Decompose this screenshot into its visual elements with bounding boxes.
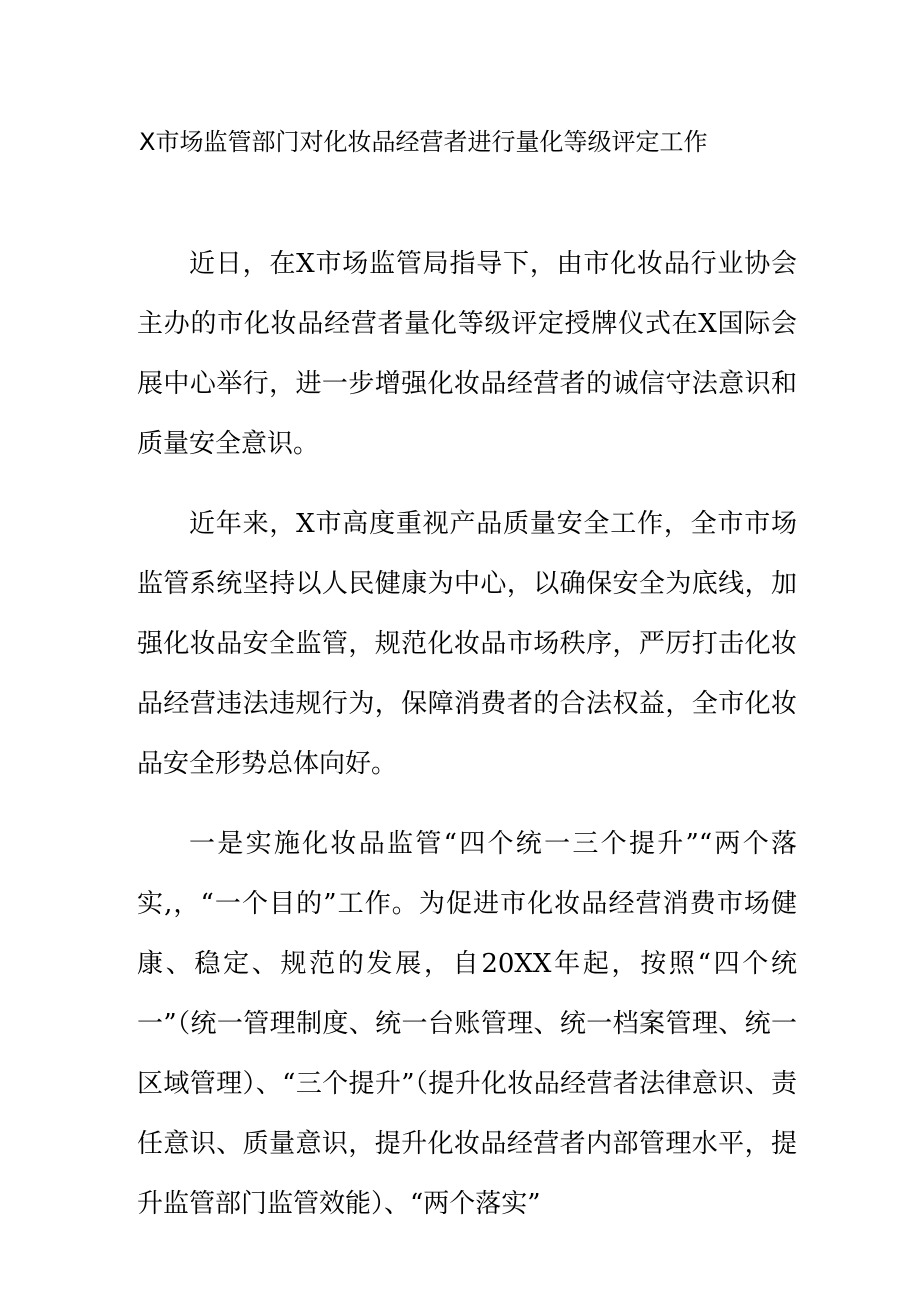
paragraph-1: 近日，在X市场监管局指导下，由市化妆品行业协会主办的市化妆品经营者量化等级评定授牌仪式在X国际会展中心举行，进一步增强化妆品经营者的诚信守法意识和质量安全意识。 bbox=[137, 249, 797, 459]
document-body bbox=[137, 234, 797, 1254]
paragraph-2: 近年来，X市高度重视产品质量安全工作，全市市场监管系统坚持以人民健康为中心，以确保安全为底线，加强化妆品安全监管，规范化妆品市场秩序，严厉打击化妆品经营违法违规行为，保障消费者的合法权益，全市化妆品安全形势总体向好。 bbox=[137, 509, 797, 779]
paragraph-3: 一是实施化妆品监管“四个统一三个提升”“两个落实,，“一个目的”工作。为促进市化妆品经营消费市场健康、稳定、规范的发展，自20XX年起，按照“四个统一”（统一管理制度、统一台账管理、统一档案管理、统一区域管理）、“三个提升”（提升化妆品经营者法律意识、责任意识、质量意识，提升化妆品经营者内部管理水平，提升监管部门监管效能）、“两个落实” bbox=[137, 829, 797, 1219]
document-title: X市场监管部门对化妆品经营者进行量化等级评定工作 bbox=[139, 128, 708, 156]
